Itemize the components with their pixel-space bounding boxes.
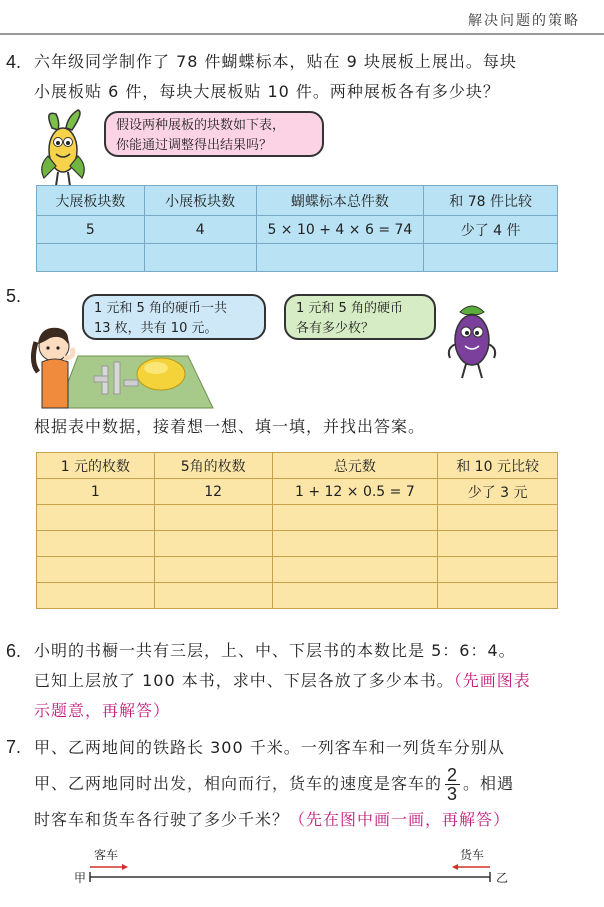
question-6-line-2	[34, 666, 598, 696]
hint-bubble-line-2: 你能通过调整得出结果吗？	[116, 138, 273, 153]
blank-cell[interactable]	[37, 531, 155, 557]
question-6-line-1: 小明的书橱一共有三层，上、中、下层书的本数比是 5：6：4。	[34, 641, 516, 660]
left-bubble-line-2: 13 枚，共有 10 元。	[94, 321, 218, 336]
passenger-arrowhead	[122, 864, 128, 870]
blank-cell[interactable]	[37, 244, 145, 272]
table-cell: 少了 3 元	[438, 479, 558, 505]
table-header-row	[37, 186, 558, 216]
fraction-two-thirds	[445, 766, 460, 803]
blank-cell[interactable]	[144, 244, 256, 272]
blank-cell[interactable]	[256, 244, 424, 272]
question-6-instruction-part-1: （先画图表	[453, 671, 531, 690]
table-header-cell: 和 78 件比较	[424, 186, 558, 216]
question-6-line-2-text: 已知上层放了 100 本书，求中、下层各放了多少本书。	[34, 671, 454, 690]
freight-arrowhead	[452, 864, 458, 870]
table-header-cell: 小展板块数	[144, 186, 256, 216]
table-row	[37, 216, 558, 244]
table-cell: 1 + 12 × 0.5 = 7	[272, 479, 438, 505]
hint-bubble-line-1: 假设两种展板的块数如下表，	[116, 118, 286, 133]
blank-cell[interactable]	[438, 583, 558, 609]
end-point-label: 乙	[496, 871, 509, 885]
question-5-instruction: 根据表中数据，接着想一想、填一填，并找出答案。	[34, 417, 426, 436]
table-header-cell: 蝴蝶标本总件数	[256, 186, 424, 216]
question-5-right-bubble	[284, 294, 436, 340]
table-header-cell: 总元数	[272, 453, 438, 479]
blank-cell[interactable]	[272, 583, 438, 609]
question-4-number: 4.	[6, 52, 22, 72]
right-bubble-line-1: 1 元和 5 角的硬币	[296, 301, 403, 316]
blank-cell[interactable]	[154, 583, 272, 609]
table-row-blank	[37, 244, 558, 272]
question-4-table	[36, 185, 558, 272]
table-cell: 4	[144, 216, 256, 244]
table-cell: 5 × 10 + 4 × 6 = 74	[256, 216, 424, 244]
table-cell: 1	[37, 479, 155, 505]
blank-cell[interactable]	[154, 557, 272, 583]
blank-cell[interactable]	[438, 531, 558, 557]
railway-diagram	[60, 845, 520, 895]
blank-cell[interactable]	[272, 531, 438, 557]
fraction-numerator: 2	[447, 765, 459, 785]
fraction-denominator: 3	[447, 784, 459, 804]
blank-cell[interactable]	[37, 557, 155, 583]
table-row-blank	[37, 557, 558, 583]
question-7-line-2-text: 甲、乙两地同时出发，相向而行，货车的速度是客车的	[34, 774, 443, 793]
question-7-line-2	[34, 764, 598, 804]
blank-cell[interactable]	[424, 244, 558, 272]
question-6-text	[34, 636, 598, 726]
table-row-blank	[37, 583, 558, 609]
right-bubble-line-2: 各有多少枚？	[296, 321, 375, 336]
corn-mascot-illustration	[34, 108, 94, 188]
blank-cell[interactable]	[37, 505, 155, 531]
question-7-line-3-text: 时客车和货车各行驶了多少千米？	[34, 810, 290, 829]
blank-cell[interactable]	[154, 531, 272, 557]
question-7-line-3	[34, 804, 598, 836]
table-header-cell: 大展板块数	[37, 186, 145, 216]
question-7-text	[34, 732, 598, 836]
start-point-label: 甲	[74, 871, 87, 885]
table-header-cell: 5角的枚数	[154, 453, 272, 479]
table-cell: 5	[37, 216, 145, 244]
blank-cell[interactable]	[272, 505, 438, 531]
blank-cell[interactable]	[272, 557, 438, 583]
question-4-line-1: 六年级同学制作了 78 件蝴蝶标本，贴在 9 块展板上展出。每块	[34, 52, 517, 71]
table-header-cell: 和 10 元比较	[438, 453, 558, 479]
section-title: 解决问题的策略	[468, 13, 580, 29]
question-6-instruction-part-2: 示题意，再解答）	[34, 701, 171, 720]
left-bubble-line-1: 1 元和 5 角的硬币一共	[94, 301, 227, 316]
eggplant-mascot-illustration	[442, 300, 502, 380]
question-7-line-1: 甲、乙两地间的铁路长 300 千米。一列客车和一列货车分别从	[34, 738, 505, 757]
freight-train-label: 货车	[460, 848, 485, 862]
blank-cell[interactable]	[37, 583, 155, 609]
blank-cell[interactable]	[438, 505, 558, 531]
table-row	[37, 479, 558, 505]
table-cell: 12	[154, 479, 272, 505]
question-7-number: 7.	[6, 737, 22, 757]
passenger-train-label: 客车	[94, 848, 119, 862]
table-row-blank	[37, 505, 558, 531]
question-5-left-bubble	[82, 294, 266, 340]
blank-cell[interactable]	[154, 505, 272, 531]
blank-cell[interactable]	[438, 557, 558, 583]
table-cell: 少了 4 件	[424, 216, 558, 244]
table-row-blank	[37, 531, 558, 557]
question-5-number: 5.	[6, 286, 22, 306]
question-4-hint-bubble	[104, 111, 324, 157]
question-5-table	[36, 452, 558, 609]
question-4-line-2: 小展板贴 6 件，每块大展板贴 10 件。两种展板各有多少块？	[34, 82, 500, 101]
question-7-instruction: （先在图中画一画，再解答）	[289, 810, 511, 829]
question-7-line-2-end: 。相遇	[463, 774, 515, 793]
header-divider	[0, 33, 604, 35]
table-header-cell: 1 元的枚数	[37, 453, 155, 479]
railway-diagram-svg	[60, 845, 520, 895]
question-4-text	[34, 47, 594, 107]
table-header-row	[37, 453, 558, 479]
question-6-number: 6.	[6, 641, 22, 661]
